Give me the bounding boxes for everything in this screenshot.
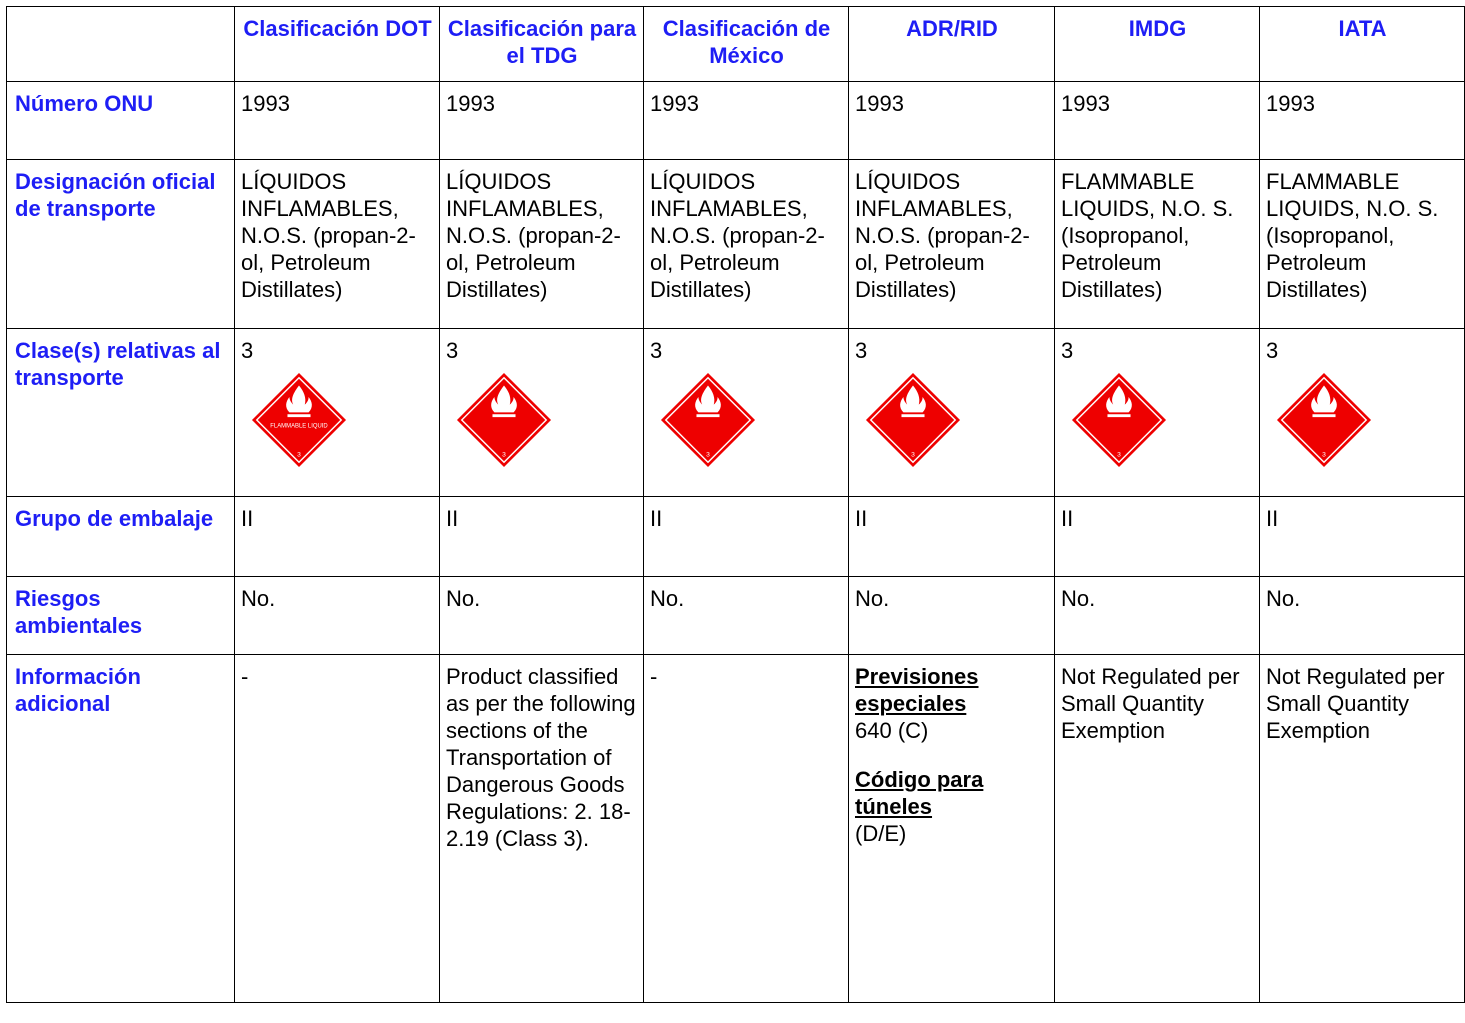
flammable-placard-icon <box>1276 372 1372 468</box>
table-cell <box>440 329 644 497</box>
table-cell: II <box>1055 497 1260 577</box>
table-cell: LÍQUIDOS INFLAMABLES, N.O.S. (propan-2-ol, Petroleum Distillates) <box>849 160 1055 329</box>
flammable-placard-icon <box>1071 372 1167 468</box>
table-cell: 1993 <box>644 82 849 160</box>
corner-cell <box>7 7 235 82</box>
table-cell: 1993 <box>1055 82 1260 160</box>
table-cell <box>849 655 1055 1003</box>
special-provisions-value: 640 (C) <box>855 718 929 743</box>
table-cell: - <box>235 655 440 1003</box>
table-cell: Product classified as per the following sections of the Transportation of Dangerous Goods Regulations: 2. 18-2.19 (Class 3). <box>440 655 644 1003</box>
column-header: Clasificación de México <box>644 7 849 82</box>
table-cell <box>1055 329 1260 497</box>
table-row-un-number <box>7 82 1465 160</box>
tunnel-code-heading: Código para túneles <box>855 767 984 819</box>
table-cell <box>1260 329 1465 497</box>
special-provisions-heading: Previsiones especiales <box>855 664 979 716</box>
table-cell: LÍQUIDOS INFLAMABLES, N.O.S. (propan-2-ol, Petroleum Distillates) <box>440 160 644 329</box>
class-value: 3 <box>446 338 459 363</box>
table-cell <box>235 329 440 497</box>
flammable-placard-icon <box>660 372 756 468</box>
table-row-packing-group <box>7 497 1465 577</box>
column-header: Clasificación para el TDG <box>440 7 644 82</box>
flammable-liquid-placard-icon <box>251 372 347 468</box>
table-cell: II <box>644 497 849 577</box>
table-cell: II <box>235 497 440 577</box>
placard-text: FLAMMABLE LIQUID <box>270 423 328 430</box>
table-cell: 1993 <box>849 82 1055 160</box>
class-value: 3 <box>855 338 868 363</box>
table-row-additional <box>7 655 1465 1003</box>
column-header: ADR/RID <box>849 7 1055 82</box>
placard-number: 3 <box>1117 451 1121 459</box>
column-header: IMDG <box>1055 7 1260 82</box>
tunnel-code-value: (D/E) <box>855 821 907 846</box>
flammable-placard-icon <box>456 372 552 468</box>
table-cell: 1993 <box>440 82 644 160</box>
flammable-placard-icon <box>865 372 961 468</box>
placard-number: 3 <box>502 451 506 459</box>
placard-number: 3 <box>297 451 301 459</box>
table-cell <box>644 329 849 497</box>
table-cell: FLAMMABLE LIQUIDS, N.O. S. (Isopropanol, Petroleum Distillates) <box>1260 160 1465 329</box>
table-cell: LÍQUIDOS INFLAMABLES, N.O.S. (propan-2-ol, Petroleum Distillates) <box>644 160 849 329</box>
row-label: Clase(s) relativas al transporte <box>7 329 235 497</box>
row-label: Número ONU <box>7 82 235 160</box>
table-row-shipping-name <box>7 160 1465 329</box>
placard-number: 3 <box>911 451 915 459</box>
table-cell: No. <box>1055 577 1260 655</box>
class-value: 3 <box>1061 338 1074 363</box>
table-cell <box>849 329 1055 497</box>
table-cell: II <box>440 497 644 577</box>
table-cell: No. <box>1260 577 1465 655</box>
table-cell: Not Regulated per Small Quantity Exemption <box>1260 655 1465 1003</box>
class-value: 3 <box>241 338 254 363</box>
table-cell: 1993 <box>235 82 440 160</box>
table-cell: No. <box>644 577 849 655</box>
row-label: Grupo de embalaje <box>7 497 235 577</box>
table-cell: No. <box>235 577 440 655</box>
placard-number: 3 <box>1322 451 1326 459</box>
table-cell: Not Regulated per Small Quantity Exemption <box>1055 655 1260 1003</box>
table-row-environmental <box>7 577 1465 655</box>
column-header: IATA <box>1260 7 1465 82</box>
transport-info-table <box>6 6 1465 1003</box>
row-label: Riesgos ambientales <box>7 577 235 655</box>
table-cell: II <box>1260 497 1465 577</box>
table-cell: No. <box>849 577 1055 655</box>
class-value: 3 <box>1266 338 1279 363</box>
row-label: Designación oficial de transporte <box>7 160 235 329</box>
placard-number: 3 <box>706 451 710 459</box>
table-cell: - <box>644 655 849 1003</box>
row-label: Información adicional <box>7 655 235 1003</box>
class-value: 3 <box>650 338 663 363</box>
table-cell: LÍQUIDOS INFLAMABLES, N.O.S. (propan-2-ol, Petroleum Distillates) <box>235 160 440 329</box>
table-cell: No. <box>440 577 644 655</box>
table-row-transport-class <box>7 329 1465 497</box>
table-cell: FLAMMABLE LIQUIDS, N.O. S. (Isopropanol, Petroleum Distillates) <box>1055 160 1260 329</box>
header-row <box>7 7 1465 82</box>
table-cell: 1993 <box>1260 82 1465 160</box>
table-cell: II <box>849 497 1055 577</box>
column-header: Clasificación DOT <box>235 7 440 82</box>
